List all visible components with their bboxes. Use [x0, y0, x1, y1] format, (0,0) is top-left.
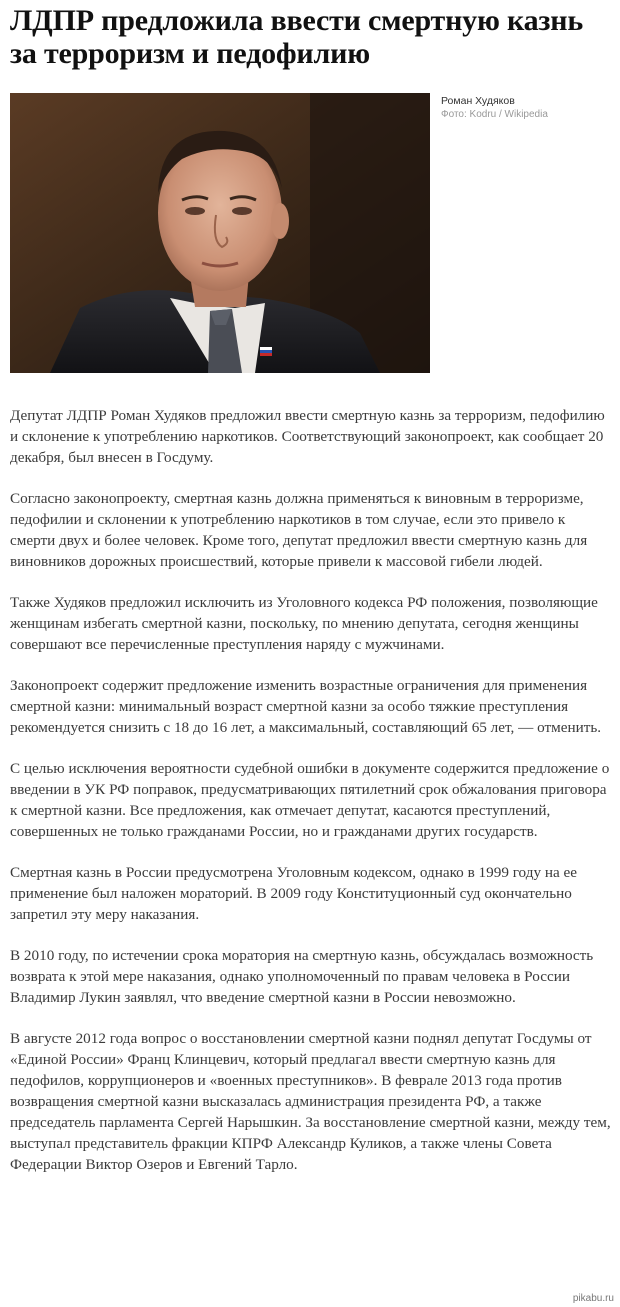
article-paragraph: Депутат ЛДПР Роман Худяков предложил ввести смертную казнь за терроризм, педофилию и склонение к употреблению наркотиков. Соответствующий законопроект, как сообщает 20 декабря, был внесен в Госдуму. [10, 407, 605, 466]
portrait-photo-image [10, 93, 430, 373]
site-watermark: pikabu.ru [572, 1293, 614, 1304]
article-paragraph: Законопроект содержит предложение изменить возрастные ограничения для применения смертной казни: минимальный возраст смертной казни за особо тяжкие преступления рекомендуется снизить с 18 до 16 лет, а максимальный, составляющий 65 лет, — отменить. [10, 677, 602, 736]
article-body [10, 405, 612, 1195]
photo-credit: Фото: Kodru / Wikipedia [441, 109, 548, 120]
article-paragraph: Согласно законопроекту, смертная казнь должна применяться к виновным в терроризме, педофилии и склонении к употреблению наркотиков в том случае, если это привело к смерти двух и более человек. Кроме того, депутат предложил ввести смертную казнь для виновников дорожных происшествий, которые привели к массовой гибели людей. [10, 490, 588, 570]
photo-caption-name: Роман Худяков [441, 95, 515, 107]
article-headline: ЛДПР предложила ввести смертную казнь за терроризм и педофилию [10, 4, 584, 70]
article-paragraph: С целью исключения вероятности судебной ошибки в документе содержится предложение о введении в УК РФ поправок, предусматривающих пятилетний срок обжалования приговора к смертной казни. Все предложения, как отмечает депутат, касаются преступлений, совершенных не только гражданами России, но и гражданами других государств. [10, 760, 610, 840]
article-paragraph: Смертная казнь в России предусмотрена Уголовным кодексом, однако в 1999 году на ее применение был наложен мораторий. В 2009 году Конституционный суд окончательно запретил эту меру наказания. [10, 864, 577, 923]
article-photo [10, 93, 430, 373]
article-paragraph: В августе 2012 года вопрос о восстановлении смертной казни поднял депутат Госдумы от «Единой России» Франц Клинцевич, который предлагал ввести смертную казнь для педофилов, коррупционеров и «военных преступников». В феврале 2013 года против возвращения смертной казни высказалась администрация президента РФ, а также председатель парламента Сергей Нарышкин. За восстановление смертной казни, между тем, выступал представитель фракции КПРФ Александр Куликов, а также члены Совета Федерации Виктор Озеров и Евгений Тарло. [10, 1030, 611, 1173]
article-paragraph: В 2010 году, по истечении срока моратория на смертную казнь, обсуждалась возможность возврата к этой мере наказания, однако уполномоченный по правам человека в России Владимир Лукин заявлял, что введение смертной казни в России невозможно. [10, 947, 594, 1006]
photo-caption [441, 94, 611, 122]
article-paragraph: Также Худяков предложил исключить из Уголовного кодекса РФ положения, позволяющие женщинам избегать смертной казни, поскольку, по мнению депутата, сегодня женщины совершают все перечисленные преступления наряду с мужчинами. [10, 594, 598, 653]
